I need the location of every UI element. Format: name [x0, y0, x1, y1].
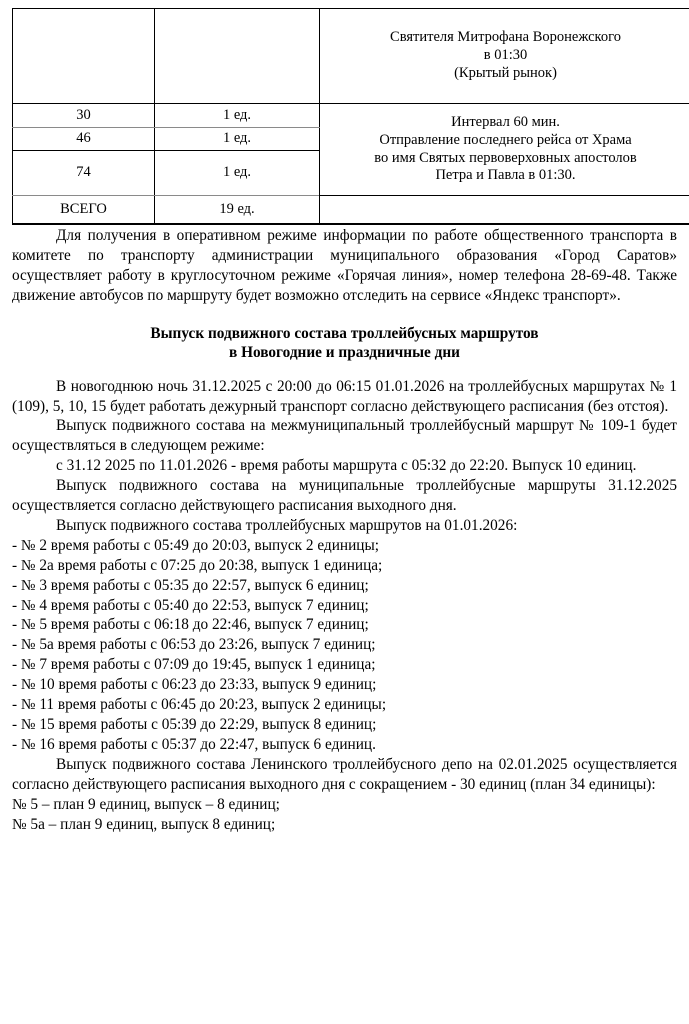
route-109-1-line: с 31.12 2025 по 11.01.2026 - время работы маршрута с 05:32 до 22:20. Выпуск 10 единиц.	[56, 457, 637, 475]
list-item: - № 11 время работы с 06:45 до 20:23, выпуск 2 единицы;	[12, 696, 387, 714]
release-header-line: Выпуск подвижного состава троллейбусных маршрутов на 01.01.2026:	[56, 516, 518, 534]
route-number-cell: 74	[13, 151, 155, 196]
note-line: Интервал 60 мин.	[451, 114, 560, 131]
table-row	[13, 9, 689, 104]
leninskoe-depot-paragraph: Выпуск подвижного состава Ленинского троллейбусного депо на 02.01.2025 осуществляется согласно действующего расписания выходного дня с сокращением - 30 единиц (план 34 единицы):	[12, 756, 677, 794]
note-line: во имя Святых первоверховных апостолов	[374, 149, 637, 166]
vehicle-count-cell: 1 ед.	[155, 151, 320, 196]
document-body	[12, 226, 677, 835]
schedule-table	[12, 8, 689, 225]
note-line: Святителя Митрофана Воронежского	[390, 29, 621, 46]
vehicle-count-cell	[155, 9, 320, 104]
table-row-total	[13, 196, 689, 225]
hotline-paragraph: Для получения в оперативном режиме информации по работе общественного транспорта в комитете по транспорту администрации муниципального образования «Город Саратов» осуществляет работу в круглосуточном режиме «Горячая линия», номер телефона 28-69-48. Также движение автобусов по маршруту будет возможно отследить на сервисе «Яндекс транспорт».	[12, 227, 677, 304]
list-item: - № 4 время работы с 05:40 до 22:53, выпуск 7 единиц;	[12, 596, 369, 614]
total-label-cell: ВСЕГО	[13, 196, 155, 225]
vehicle-count-cell: 1 ед.	[155, 128, 320, 151]
section-heading	[12, 324, 677, 363]
list-item: - № 7 время работы с 07:09 до 19:45, выпуск 1 единица;	[12, 656, 376, 674]
list-item: - № 5 время работы с 06:18 до 22:46, выпуск 7 единиц;	[12, 616, 369, 634]
note-line: в 01:30	[483, 47, 528, 64]
new-year-night-paragraph: В новогоднюю ночь 31.12.2025 с 20:00 до 06:15 01.01.2026 на троллейбусных маршрутах № 1 (109), 5, 10, 15 будет работать дежурный транспорт согласно действующего расписания (без отстоя).	[12, 377, 677, 415]
route-number-cell	[13, 9, 155, 104]
list-item: - № 15 время работы с 05:39 до 22:29, выпуск 8 единиц;	[12, 716, 377, 734]
note-cell	[320, 9, 689, 104]
section-heading-line1: Выпуск подвижного состава троллейбусных маршрутов	[150, 324, 539, 342]
section-heading-line2: в Новогодние и праздничные дни	[228, 344, 460, 362]
list-item: - № 2а время работы с 07:25 до 20:38, выпуск 1 единица;	[12, 556, 383, 574]
intermunicipal-paragraph: Выпуск подвижного состава на межмуниципальный троллейбусный маршрут № 109-1 будет осуществляться в следующем режиме:	[12, 417, 677, 455]
list-item: - № 2 время работы с 05:49 до 20:03, выпуск 2 единицы;	[12, 536, 379, 554]
table-row	[13, 104, 689, 128]
route-number-cell: 46	[13, 128, 155, 151]
list-item: - № 16 время работы с 05:37 до 22:47, выпуск 6 единиц.	[12, 736, 376, 754]
note-cell-merged	[320, 104, 689, 196]
note-cell-empty	[320, 196, 689, 225]
vehicle-count-cell: 1 ед.	[155, 104, 320, 128]
list-item: - № 5а время работы с 06:53 до 23:26, выпуск 7 единиц;	[12, 636, 376, 654]
list-item: - № 10 время работы с 06:23 до 23:33, выпуск 9 единиц;	[12, 676, 377, 694]
route-number-cell: 30	[13, 104, 155, 128]
plan-line-route-5: № 5 – план 9 единиц, выпуск – 8 единиц;	[12, 795, 280, 813]
note-line: (Крытый рынок)	[454, 64, 557, 81]
total-count-cell: 19 ед.	[155, 196, 320, 225]
route-list	[12, 536, 677, 755]
note-line: Петра и Павла в 01:30.	[435, 167, 576, 184]
plan-line-route-5a: № 5а – план 9 единиц, выпуск 8 единиц;	[12, 815, 276, 833]
note-line: Отправление последнего рейса от Храма	[379, 131, 632, 148]
municipal-paragraph: Выпуск подвижного состава на муниципальные троллейбусные маршруты 31.12.2025 осуществляется согласно действующего расписания выходного дня.	[12, 477, 677, 514]
list-item: - № 3 время работы с 05:35 до 22:57, выпуск 6 единиц;	[12, 576, 369, 594]
schedule-table-container	[12, 8, 670, 225]
